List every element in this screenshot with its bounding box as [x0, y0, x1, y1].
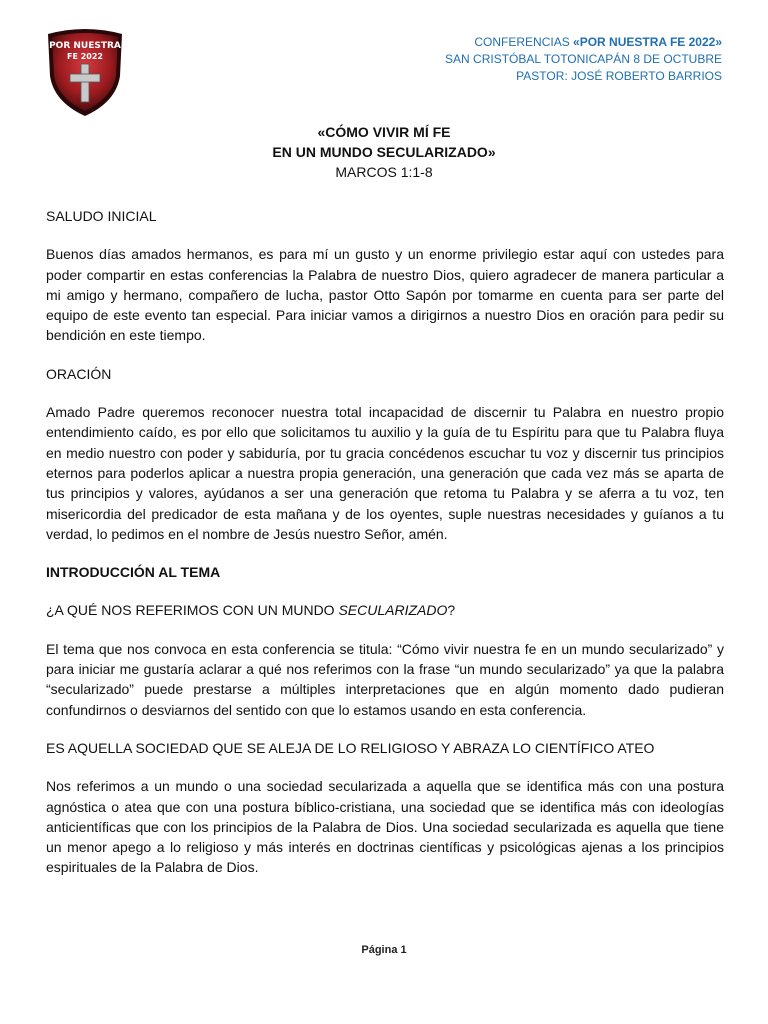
- paragraph-saludo: Buenos días amados hermanos, es para mí un gusto y un enorme privilegio estar aquí con ustedes para poder compartir en estas conferencias la Palabra de nuestro Dios, quiero agradecer de manera particular a mi amigo y hermano, compañero de lucha, pastor Otto Sapón por tomarme en cuenta para ser parte del equipo de este evento tan especial. Para iniciar vamos a dirigirnos a nuestro Dios en oración para pedir su bendición en este tiempo.: [46, 246, 724, 344]
- paragraph-introduccion: El tema que nos convoca en esta conferencia se titula: “Cómo vivir nuestra fe en un mundo secularizado” y para iniciar me gustaría aclarar a qué nos referimos con la frase “un mundo secularizado” ya que la palabra “secularizado” puede prestarse a múltiples interpretaciones que en algún momento dado pudieran confundirnos o desviarnos del sentido con que lo estamos usando en esta conferencia.: [46, 640, 724, 718]
- logo-text-bottom: FE 2022: [67, 52, 103, 61]
- conference-header: [362, 34, 722, 85]
- heading-sociedad: ES AQUELLA SOCIEDAD QUE SE ALEJA DE LO RELIGIOSO Y ABRAZA LO CIENTÍFICO ATEO: [46, 739, 655, 756]
- header-line-1: CONFERENCIAS «POR NUESTRA FE 2022»: [474, 35, 722, 49]
- paragraph-oracion: Amado Padre queremos reconocer nuestra total incapacidad de discernir tu Palabra en nuestro propio entendimiento caído, es por ello que solicitamos tu auxilio y la guía de tu Espíritu para que tu Palabra fluya en medio nuestro con poder y sabiduría, por tu gracia concédenos escuchar tu voz y discernir tus principios eternos para poderlos aplicar a nuestra propia generación, una generación que cada vez más se aparta de tus principios y valores, ayúdanos a ser una generación que retoma tu Palabra y se aferra a tu voz, ten misericordia del predicador de esta mañana y de los oyentes, suple nuestras necesidades y guíanos a tu verdad, lo pedimos en el nombre de Jesús nuestro Señor, amén.: [46, 404, 724, 542]
- logo-text-top: POR NUESTRA: [49, 41, 121, 51]
- conference-logo: [44, 26, 126, 118]
- scripture-reference: MARCOS 1:1-8: [335, 164, 433, 180]
- title-line-2: EN UN MUNDO SECULARIZADO»: [272, 144, 496, 160]
- heading-saludo: SALUDO INICIAL: [46, 208, 157, 224]
- heading-oracion: ORACIÓN: [46, 365, 112, 382]
- conference-name: «POR NUESTRA FE 2022»: [573, 35, 722, 49]
- paragraph-sociedad: Nos referimos a un mundo o una sociedad secularizada a aquella que se identifica más con una postura agnóstica o atea que con una postura bíblico-cristiana, una sociedad que se identifica más con ideologías anticientíficas que con los principios de la Palabra de Dios. Una sociedad secularizada es aquella que tiene un menor apego a lo religioso y más interés en doctrinas científicas y psicológicas ajenas a los principios espirituales de la Palabra de Dios.: [46, 778, 724, 876]
- page-number: Página 1: [361, 944, 407, 956]
- header-line-2: SAN CRISTÓBAL TOTONICAPÁN 8 DE OCTUBRE: [445, 52, 722, 66]
- header-line-3: PASTOR: JOSÉ ROBERTO BARRIOS: [516, 69, 722, 83]
- title-line-1: «CÓMO VIVIR MÍ FE: [317, 124, 451, 140]
- heading-question: ¿A QUÉ NOS REFERIMOS CON UN MUNDO SECULARIZADO?: [46, 602, 456, 619]
- sermon-title: [0, 122, 768, 182]
- heading-introduccion: INTRODUCCIÓN AL TEMA: [46, 564, 221, 581]
- document-body: [46, 206, 724, 896]
